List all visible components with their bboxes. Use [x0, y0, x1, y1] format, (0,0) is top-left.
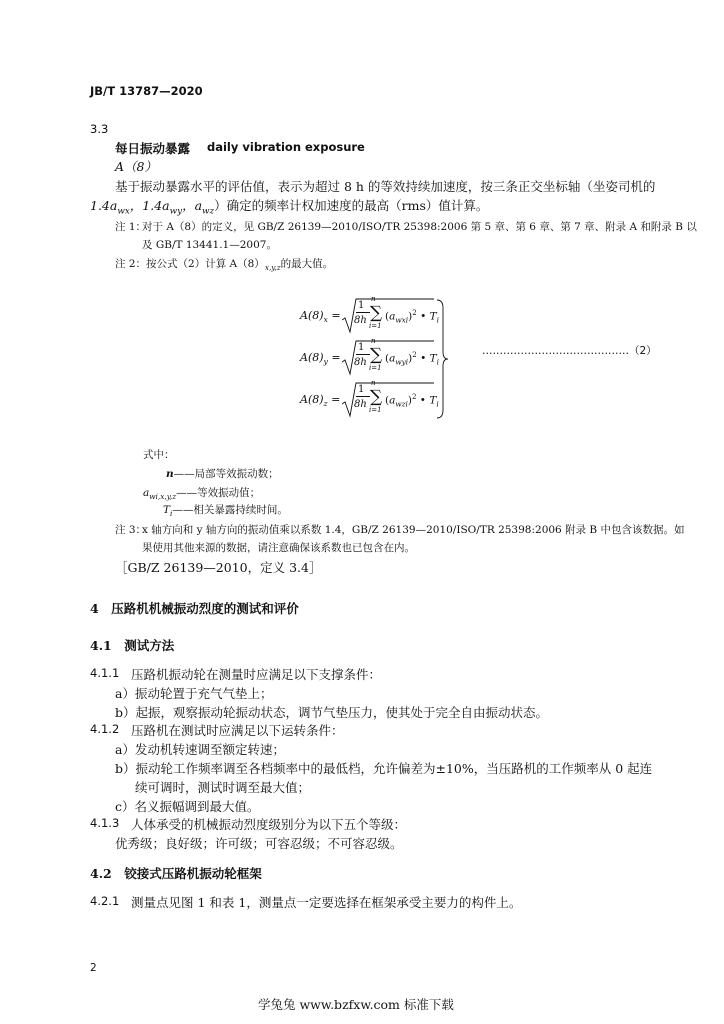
term-symbol: A（8） [115, 159, 157, 174]
watermark: 学兔兔 www.bzfxw.com 标准下载 [258, 997, 454, 1012]
formula-term: $(a_{wzi})^2$ • $T_i$ [385, 393, 439, 409]
clause-4-2-1-text: 测量点见图 1 和表 1，测量点一定要选择在框架承受主要力的构件上。 [131, 895, 522, 910]
formula-lhs: $A(8)_z$ = [300, 393, 341, 409]
formula-lhs: $A(8)_x$ = [300, 309, 341, 325]
document-code: JB/T 13787—2020 [90, 84, 203, 98]
clause-4-1-1-item-a: a）振动轮置于充气气垫上； [115, 686, 273, 701]
sum-sign: ∑ [370, 387, 383, 407]
clause-4-1-3-levels: 优秀级；良好级；许可级；可容忍级；不可容忍级。 [115, 836, 403, 851]
clause-4-1-2-item-b-line-1: b）振动轮工作频率调至各档频率中的最低档，允许偏差为±10%，当压路机的工作频率从 0 起连 [115, 761, 653, 776]
clause-4-1-2-item-a: a）发动机转速调至额定转速； [115, 742, 285, 757]
sum-upper: n [371, 337, 376, 345]
sum-upper: n [371, 295, 376, 303]
clause-4-1-1-item-b: b）起振，观察振动轮振动状态，调节气垫压力，使其处于完全自由振动状态。 [115, 705, 549, 720]
section-4-2-heading: 4.2 铰接式压路机振动轮框架 [90, 866, 262, 881]
frac-numerator: 1 [358, 300, 365, 311]
section-4-heading: 4 压路机机械振动烈度的测试和评价 [90, 601, 299, 616]
frac-denominator: 8h [354, 399, 367, 410]
formula-row-x [300, 296, 440, 336]
where-item-n: n——局部等效振动数； [166, 468, 279, 480]
definition-line-2: $1.4a_{wx}$，$1.4a_{wy}$，$a_{wz}$）确定的频率计权加速度的最高（rms）值计算。 [90, 198, 489, 217]
note-1-label: 注 1： [115, 221, 147, 233]
term-english: daily vibration exposure [207, 140, 365, 154]
definition-line-1: 基于振动暴露水平的评估值，表示为超过 8 h 的等效持续加速度，按三条正交坐标轴（坐姿司机的 [115, 179, 656, 194]
clause-4-1-2-number: 4.1.2 [90, 722, 120, 736]
clause-4-1-3-text: 人体承受的机械振动烈度级别分为以下五个等级： [131, 817, 407, 832]
clause-4-1-2-item-b-line-2: 续可调时，测试时调至最大值； [135, 780, 311, 795]
clause-4-1-3-number: 4.1.3 [90, 816, 120, 830]
frac-denominator: 8h [354, 315, 367, 326]
frac-numerator: 1 [358, 384, 365, 395]
sum-sign: ∑ [370, 303, 383, 323]
formula-row-y [300, 338, 440, 378]
sum-sign: ∑ [370, 345, 383, 365]
frac-numerator: 1 [358, 342, 365, 353]
where-label: 式中： [143, 449, 175, 461]
note-1-line-2: 及 GB/T 13441.1—2007。 [142, 239, 277, 251]
frac-denominator: 8h [354, 357, 367, 368]
sum-lower: i=1 [369, 322, 382, 330]
where-item-a: $a_{wi,x,y,z}——$等效振动值； [143, 487, 261, 502]
clause-4-1-2-text: 压路机在测试时应满足以下运转条件： [131, 723, 344, 738]
note-3-line-2: 果使用其他来源的数据，请注意确保该系数也已包含在内。 [142, 542, 415, 554]
formula-row-z [300, 380, 440, 420]
clause-4-1-1-number: 4.1.1 [90, 666, 120, 680]
note-1-line-1: 对于 A（8）的定义，见 GB/Z 26139—2010/ISO/TR 25398:2006 第 5 章、第 6 章、第 7 章、附录 A 和附录 B 以 [142, 221, 697, 233]
note-3-line-1: x 轴方向和 y 轴方向的振动值乘以系数 1.4，GB/Z 26139—2010/ISO/TR 25398:2006 附录 B 中包含该数据。如 [142, 524, 685, 536]
sum-lower: i=1 [369, 406, 382, 414]
formula-term: $(a_{wyi})^2$ • $T_i$ [385, 351, 439, 367]
formula-lhs: $A(8)_y$ = [300, 351, 341, 367]
clause-4-1-1-text: 压路机振动轮在测量时应满足以下支撑条件： [131, 667, 382, 682]
frac-bar [356, 396, 370, 397]
formula-block [300, 296, 450, 422]
note-2: 注 2：按公式（2）计算 $A(8)_{x,y,z}$的最大值。 [115, 258, 334, 273]
sum-upper: n [371, 379, 376, 387]
page-number: 2 [90, 962, 97, 974]
formula-term: $(a_{wxi})^2$ • $T_i$ [385, 309, 439, 325]
source-reference: ［GB/Z 26139—2010，定义 3.4］ [115, 560, 322, 575]
clause-4-1-2-item-c: c）名义振幅调到最大值。 [115, 799, 260, 814]
note-3-label: 注 3： [115, 524, 147, 536]
frac-bar [356, 312, 370, 313]
clause-number-3-3: 3.3 [90, 122, 109, 136]
where-item-t: $T_i——$相关暴露持续时间。 [163, 504, 288, 519]
term-chinese: 每日振动暴露 [115, 141, 191, 156]
sum-lower: i=1 [369, 364, 382, 372]
section-4-1-heading: 4.1 测试方法 [90, 638, 175, 653]
clause-4-2-1-number: 4.2.1 [90, 894, 120, 908]
formula-number: ……………………………………（2） [482, 345, 657, 357]
frac-bar [356, 354, 370, 355]
